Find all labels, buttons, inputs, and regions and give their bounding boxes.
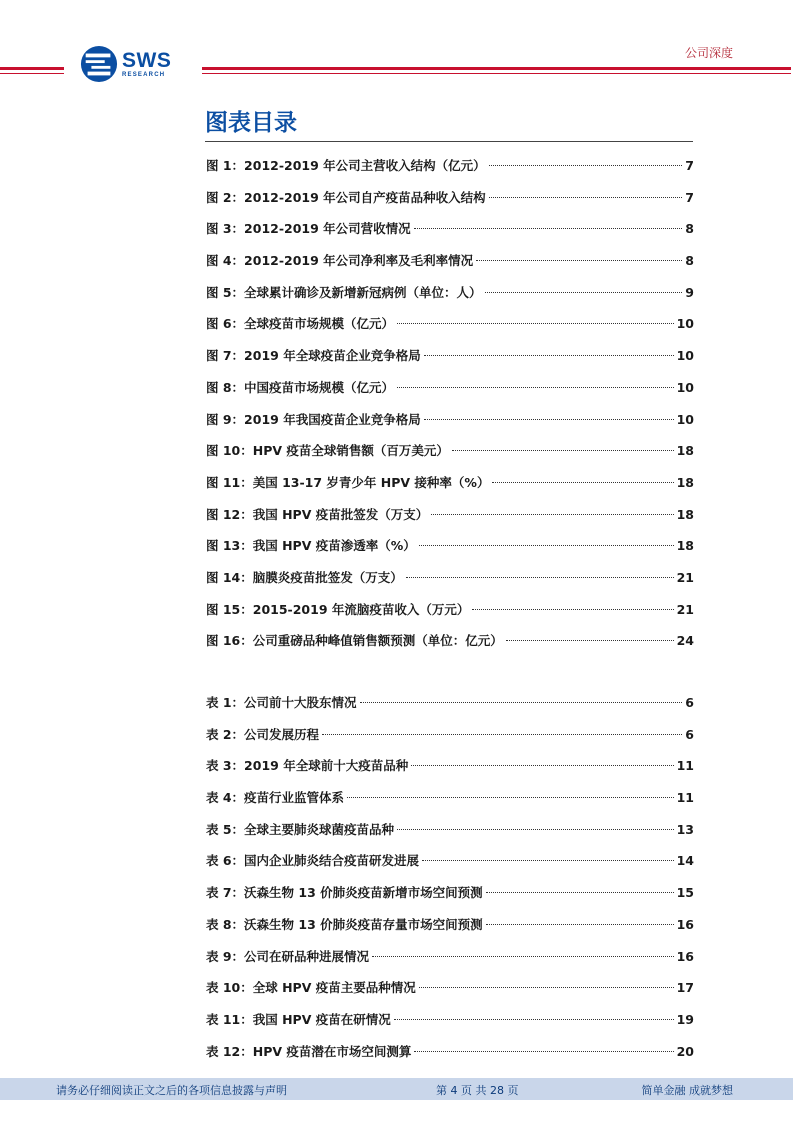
toc-item-text: 图 14：脑膜炎疫苗批签发（万支） xyxy=(206,569,403,585)
toc-leader xyxy=(489,165,683,166)
toc-item-text: 表 6：国内企业肺炎结合疫苗研发进展 xyxy=(206,853,420,869)
toc-item-text: 图 3：2012-2019 年公司营收情况 xyxy=(206,221,411,237)
logo-main-text: SWS xyxy=(122,49,172,72)
toc-item[interactable] xyxy=(206,562,694,594)
toc-item[interactable] xyxy=(206,530,694,562)
toc-item-text: 图 13：我国 HPV 疫苗渗透率（%） xyxy=(206,538,416,554)
toc-leader xyxy=(452,450,674,451)
toc-item-page: 6 xyxy=(685,726,694,742)
toc-item-page: 20 xyxy=(676,1043,694,1059)
toc-leader xyxy=(372,956,674,957)
toc-item[interactable] xyxy=(206,308,694,340)
toc-leader xyxy=(486,892,674,893)
toc-leader xyxy=(411,765,673,766)
report-type: 公司深度 xyxy=(684,46,733,60)
footer-disclaimer: 请务必仔细阅读正文之后的各项信息披露与声明 xyxy=(56,1084,287,1097)
page-title: 图表目录 xyxy=(205,110,297,136)
toc-item-text: 图 6：全球疫苗市场规模（亿元） xyxy=(206,316,395,332)
toc-leader xyxy=(360,702,683,703)
toc-leader xyxy=(485,292,683,293)
toc-item[interactable] xyxy=(206,594,694,626)
toc-leader xyxy=(506,640,674,641)
toc-leader xyxy=(414,228,683,229)
toc-item-text: 图 9：2019 年我国疫苗企业竞争格局 xyxy=(206,411,421,427)
toc-item-page: 14 xyxy=(676,853,694,869)
toc-item-page: 18 xyxy=(676,506,694,522)
toc-item-text: 图 8：中国疫苗市场规模（亿元） xyxy=(206,379,395,395)
toc-item[interactable] xyxy=(206,245,694,277)
toc-item-text: 表 9：公司在研品种进展情况 xyxy=(206,948,370,964)
toc-item-page: 10 xyxy=(676,379,694,395)
toc-item-text: 图 5：全球累计确诊及新增新冠病例（单位：人） xyxy=(206,284,482,300)
toc-item-text: 表 7：沃森生物 13 价肺炎疫苗新增市场空间预测 xyxy=(206,885,483,901)
toc-leader xyxy=(322,734,682,735)
toc-item[interactable] xyxy=(206,750,694,782)
toc-item[interactable] xyxy=(206,1004,694,1036)
toc-item-page: 8 xyxy=(685,221,694,237)
toc-item-page: 13 xyxy=(676,821,694,837)
toc-item-text: 图 16：公司重磅品种峰值销售额预测（单位：亿元） xyxy=(206,633,503,649)
toc-item-page: 16 xyxy=(676,916,694,932)
toc-leader xyxy=(419,987,674,988)
toc-item-page: 18 xyxy=(676,538,694,554)
toc-item[interactable] xyxy=(206,625,694,657)
toc-item-text: 表 5：全球主要肺炎球菌疫苗品种 xyxy=(206,821,395,837)
toc-item-page: 10 xyxy=(676,316,694,332)
toc-item-page: 10 xyxy=(676,411,694,427)
toc-item-text: 图 10：HPV 疫苗全球销售额（百万美元） xyxy=(206,443,449,459)
page-footer xyxy=(0,1078,793,1100)
toc-leader xyxy=(397,829,674,830)
figure-list xyxy=(206,150,694,657)
toc-item[interactable] xyxy=(206,404,694,436)
logo-sub-text: RESEARCH xyxy=(122,72,166,78)
toc-item-page: 9 xyxy=(685,284,694,300)
toc-item-text: 图 4：2012-2019 年公司净利率及毛利率情况 xyxy=(206,253,474,269)
header-rule-right xyxy=(202,67,791,70)
toc-leader xyxy=(431,514,673,515)
table-list xyxy=(206,687,694,1067)
toc-item-page: 7 xyxy=(685,189,694,205)
header-rule-right-thin xyxy=(202,73,791,74)
footer-slogan: 简单金融 成就梦想 xyxy=(641,1084,733,1097)
toc-item-text: 表 11：我国 HPV 疫苗在研情况 xyxy=(206,1011,391,1027)
toc-item-page: 21 xyxy=(676,601,694,617)
toc-item[interactable] xyxy=(206,277,694,309)
toc-leader xyxy=(472,609,673,610)
toc-item[interactable] xyxy=(206,213,694,245)
toc-item-page: 18 xyxy=(676,474,694,490)
toc-leader xyxy=(397,387,674,388)
toc-leader xyxy=(419,545,674,546)
toc-item[interactable] xyxy=(206,499,694,531)
toc-item-text: 表 4：疫苗行业监管体系 xyxy=(206,790,345,806)
toc-item-page: 7 xyxy=(685,158,694,173)
header-rule-left xyxy=(0,67,64,70)
toc-item[interactable] xyxy=(206,467,694,499)
toc-item-page: 17 xyxy=(676,980,694,996)
toc-item[interactable] xyxy=(206,687,694,719)
toc-item-page: 11 xyxy=(676,790,694,806)
toc-item-text: 表 2：公司发展历程 xyxy=(206,726,320,742)
toc-item-page: 8 xyxy=(685,253,694,269)
toc-leader xyxy=(424,355,674,356)
footer-page-info: 第 4 页 共 28 页 xyxy=(436,1084,519,1097)
toc-leader xyxy=(486,924,674,925)
toc-leader xyxy=(394,1019,674,1020)
toc-leader xyxy=(476,260,682,261)
toc-item-page: 19 xyxy=(676,1011,694,1027)
toc-item-page: 24 xyxy=(676,633,694,649)
toc-item-text: 图 1：2012-2019 年公司主营收入结构（亿元） xyxy=(206,158,486,173)
toc-item[interactable] xyxy=(206,182,694,214)
toc-item[interactable] xyxy=(206,845,694,877)
toc-item-text: 表 1：公司前十大股东情况 xyxy=(206,695,357,710)
toc-item[interactable] xyxy=(206,782,694,814)
toc-item[interactable] xyxy=(206,150,694,182)
toc-leader xyxy=(347,797,674,798)
toc-leader xyxy=(414,1051,673,1052)
toc-item-text: 图 15：2015-2019 年流脑疫苗收入（万元） xyxy=(206,601,470,617)
toc-item-text: 表 3：2019 年全球前十大疫苗品种 xyxy=(206,758,409,774)
toc-item-text: 图 12：我国 HPV 疫苗批签发（万支） xyxy=(206,506,429,522)
toc-leader xyxy=(406,577,674,578)
toc-item[interactable] xyxy=(206,719,694,751)
toc-item-text: 表 10：全球 HPV 疫苗主要品种情况 xyxy=(206,980,416,996)
sws-logo xyxy=(80,44,184,84)
toc-item[interactable] xyxy=(206,340,694,372)
title-rule xyxy=(205,141,693,142)
sws-logo-icon xyxy=(80,45,118,83)
toc-item-text: 图 2：2012-2019 年公司自产疫苗品种收入结构 xyxy=(206,189,486,205)
toc-item[interactable] xyxy=(206,1036,694,1068)
toc-item-page: 11 xyxy=(676,758,694,774)
toc-item-page: 21 xyxy=(676,569,694,585)
toc-item-page: 6 xyxy=(685,695,694,710)
toc-leader xyxy=(492,482,673,483)
toc-item-text: 图 7：2019 年全球疫苗企业竞争格局 xyxy=(206,348,421,364)
header-rule-left-thin xyxy=(0,73,64,74)
toc-item[interactable] xyxy=(206,972,694,1004)
toc-item[interactable] xyxy=(206,909,694,941)
toc-item-text: 图 11：美国 13-17 岁青少年 HPV 接种率（%） xyxy=(206,474,490,490)
toc-item-text: 表 8：沃森生物 13 价肺炎疫苗存量市场空间预测 xyxy=(206,916,483,932)
toc-leader xyxy=(424,419,674,420)
toc-item-page: 10 xyxy=(676,348,694,364)
toc-item-text: 表 12：HPV 疫苗潜在市场空间测算 xyxy=(206,1043,412,1059)
toc-item-page: 18 xyxy=(676,443,694,459)
toc-item[interactable] xyxy=(206,877,694,909)
toc-item[interactable] xyxy=(206,372,694,404)
toc-item-page: 15 xyxy=(676,885,694,901)
toc-leader xyxy=(489,197,683,198)
toc-leader xyxy=(422,860,674,861)
toc-item[interactable] xyxy=(206,435,694,467)
toc-leader xyxy=(397,323,674,324)
toc-item[interactable] xyxy=(206,941,694,973)
toc-item-page: 16 xyxy=(676,948,694,964)
toc-item[interactable] xyxy=(206,814,694,846)
